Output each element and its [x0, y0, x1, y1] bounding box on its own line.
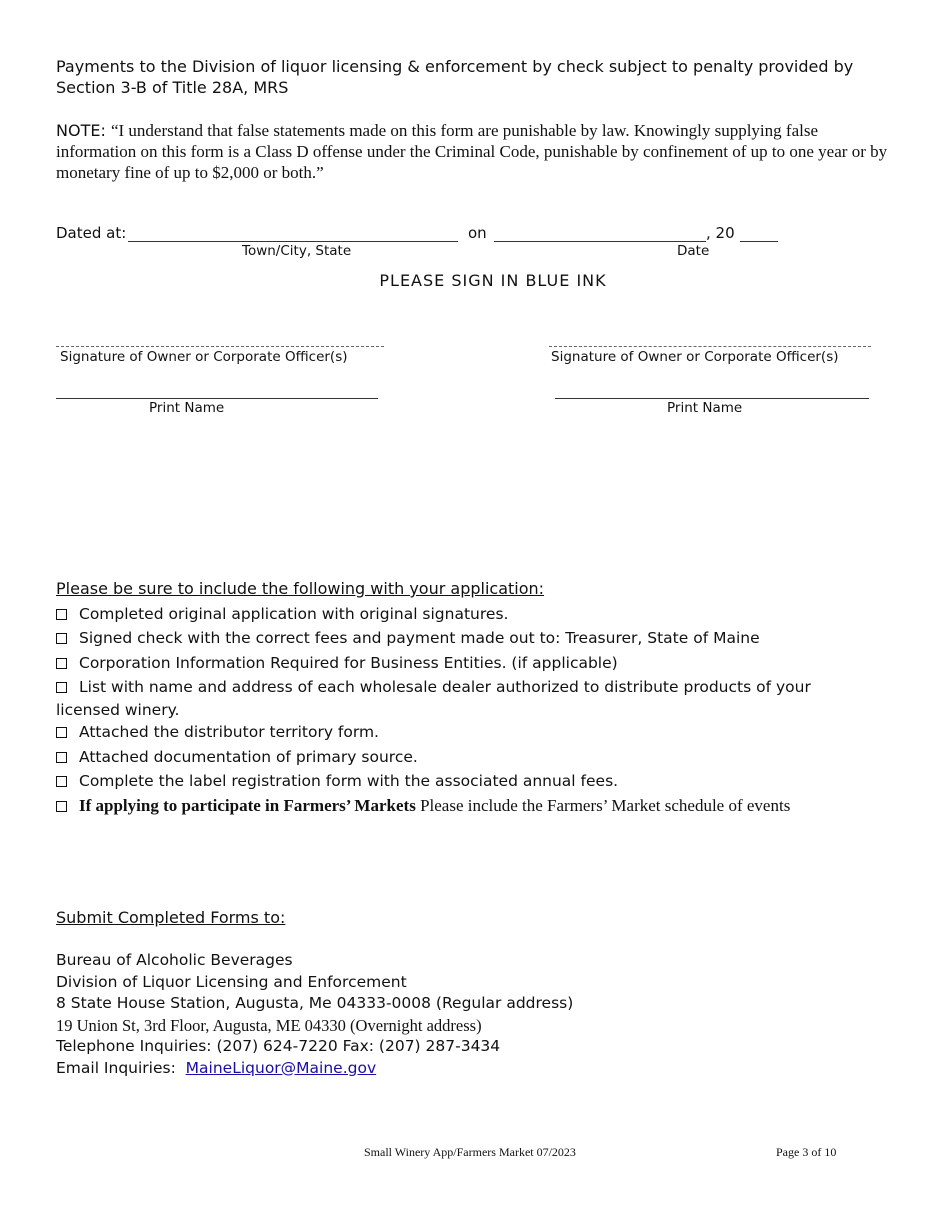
left-print-name-caption: Print Name: [149, 400, 225, 416]
on-label: on: [468, 224, 487, 242]
note-text: “I understand that false statements made on this form are punishable by law. Knowingly supplying false information on this form is a Class D offense under the Criminal Code, punishable by confinement of up to one year or by monetary fine of up to $2,000 or both.”: [56, 121, 888, 182]
checkbox-icon[interactable]: [56, 727, 67, 738]
checklist-item-farmers-market[interactable]: If applying to participate in Farmers’ Markets Please include the Farmers’ Market schedule of events: [56, 794, 790, 817]
mailing-address: [56, 950, 573, 1079]
year-prefix: , 20: [706, 224, 735, 242]
address-line: 8 State House Station, Augusta, Me 04333-0008 (Regular address): [56, 994, 574, 1012]
checklist-heading: Please be sure to include the following with your application:: [56, 579, 545, 598]
email-line: [56, 1058, 573, 1080]
year-field[interactable]: [740, 241, 778, 242]
payment-notice: Payments to the Division of liquor licensing & enforcement by check subject to penalty provided by Section 3-B of Title 28A, MRS: [56, 57, 854, 97]
note-paragraph: [56, 120, 898, 183]
checklist-item[interactable]: Corporation Information Required for Business Entities. (if applicable): [56, 652, 618, 675]
footer-page-number: Page 3 of 10: [776, 1145, 837, 1159]
footer-form-id: Small Winery App/Farmers Market 07/2023: [364, 1145, 576, 1159]
email-link[interactable]: MaineLiquor@Maine.gov: [185, 1058, 377, 1077]
checkbox-icon[interactable]: [56, 609, 67, 620]
right-print-name-field[interactable]: [555, 398, 869, 399]
address-line: Bureau of Alcoholic Beverages: [56, 951, 293, 969]
checkbox-icon[interactable]: [56, 633, 67, 644]
checkbox-icon[interactable]: [56, 658, 67, 669]
date-caption: Date: [677, 243, 710, 259]
left-signature-caption: Signature of Owner or Corporate Officer(s): [60, 349, 348, 365]
checklist-item[interactable]: Complete the label registration form with the associated annual fees.: [56, 770, 618, 793]
checkbox-icon[interactable]: [56, 752, 67, 763]
note-label: NOTE:: [56, 121, 106, 140]
checklist-item[interactable]: Attached documentation of primary source.: [56, 746, 418, 769]
checkbox-icon[interactable]: [56, 776, 67, 787]
town-caption: Town/City, State: [242, 243, 352, 259]
date-field[interactable]: [494, 241, 706, 242]
checklist-item[interactable]: Attached the distributor territory form.: [56, 721, 379, 744]
email-label: Email Inquiries:: [56, 1058, 176, 1077]
right-signature-field[interactable]: [549, 346, 871, 347]
address-line: Telephone Inquiries: (207) 624-7220 Fax: (207) 287-3434: [56, 1037, 501, 1055]
left-signature-field[interactable]: [56, 346, 384, 347]
address-line: Division of Liquor Licensing and Enforcement: [56, 972, 407, 991]
right-signature-caption: Signature of Owner or Corporate Officer(s): [551, 349, 839, 365]
checklist-item[interactable]: List with name and address of each wholesale dealer authorized to distribute products of your licensed winery.: [56, 678, 811, 719]
checkbox-icon[interactable]: [56, 682, 67, 693]
checkbox-icon[interactable]: [56, 801, 67, 812]
dated-label: Dated at:: [56, 224, 127, 242]
checklist-item[interactable]: Signed check with the correct fees and payment made out to: Treasurer, State of Maine: [56, 627, 760, 650]
right-print-name-caption: Print Name: [667, 400, 743, 416]
submit-heading: Submit Completed Forms to:: [56, 908, 286, 927]
sign-instruction: PLEASE SIGN IN BLUE INK: [379, 271, 607, 290]
town-city-field[interactable]: [128, 241, 458, 242]
checklist-item[interactable]: Completed original application with original signatures.: [56, 603, 508, 626]
address-line: 19 Union St, 3rd Floor, Augusta, ME 04330 (Overnight address): [56, 1015, 482, 1035]
left-print-name-field[interactable]: [56, 398, 378, 399]
